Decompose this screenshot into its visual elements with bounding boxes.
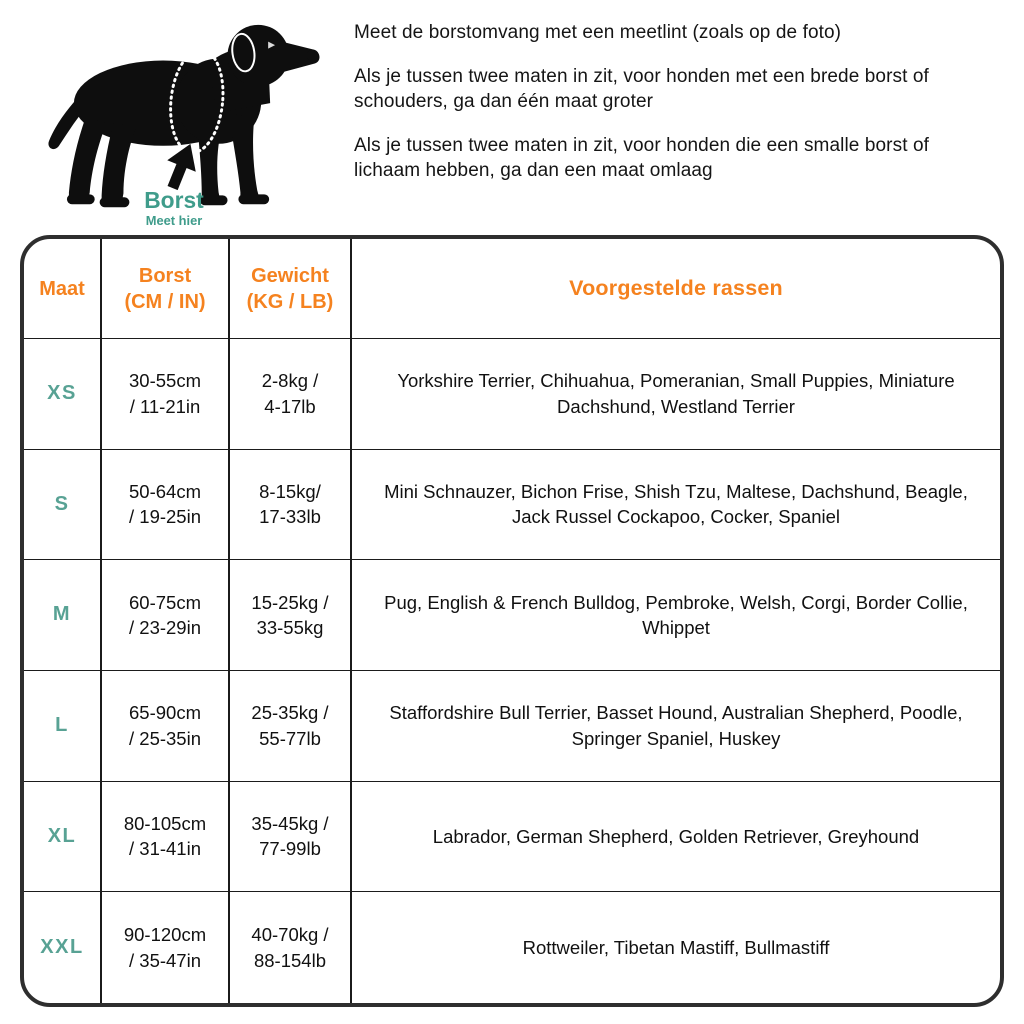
weight-xs-line1: 2-8kg / — [261, 370, 319, 392]
header-gewicht — [230, 239, 352, 339]
instructions — [348, 0, 1024, 232]
size-label-xs: XS — [24, 339, 102, 450]
header-borst-line1: Borst — [138, 264, 192, 287]
chest-xs-line2: / 11-21in — [129, 395, 201, 417]
weight-range-xs — [230, 339, 352, 450]
weight-m-line2: 33-55kg — [256, 617, 324, 639]
header-borst — [102, 239, 230, 339]
chest-s-line2: / 19-25in — [129, 506, 201, 528]
size-label-xl: XL — [24, 782, 102, 893]
top-section — [0, 0, 1024, 232]
instruction-measure: Meet de borstomvang met een meetlint (zoals op de foto) — [354, 22, 842, 43]
size-label-xxl: XXL — [24, 892, 102, 1003]
size-label-s: S — [24, 450, 102, 561]
chest-m-line1: 60-75cm — [129, 591, 201, 613]
breeds-xs: Yorkshire Terrier, Chihuahua, Pomeranian, Small Puppies, Miniature Dachshund, Westland Terrier — [352, 339, 1000, 450]
breeds-xl: Labrador, German Shepherd, Golden Retriever, Greyhound — [352, 782, 1000, 893]
breeds-l: Staffordshire Bull Terrier, Basset Hound, Australian Shepherd, Poodle, Springer Spaniel, Huskey — [352, 671, 1000, 782]
weight-range-l — [230, 671, 352, 782]
chest-range-l — [102, 671, 230, 782]
chest-range-m — [102, 560, 230, 671]
header-gewicht-line1: Gewicht — [251, 264, 329, 287]
chest-xl-line1: 80-105cm — [123, 812, 207, 834]
weight-xs-line2: 4-17lb — [264, 395, 316, 417]
weight-range-m — [230, 560, 352, 671]
chest-xl-line2: / 31-41in — [129, 838, 201, 860]
chest-range-xs — [102, 339, 230, 450]
size-label-l: L — [24, 671, 102, 782]
measure-diagram — [0, 0, 348, 232]
chest-range-s — [102, 450, 230, 561]
weight-range-xl — [230, 782, 352, 893]
breeds-m: Pug, English & French Bulldog, Pembroke, Welsh, Corgi, Border Collie, Whippet — [352, 560, 1000, 671]
weight-xl-line2: 77-99lb — [259, 838, 321, 860]
weight-l-line2: 55-77lb — [259, 727, 321, 749]
header-borst-line2: (CM / IN) — [124, 290, 206, 313]
header-rassen: Voorgestelde rassen — [352, 239, 1000, 339]
chest-range-xxl — [102, 892, 230, 1003]
chest-xs-line1: 30-55cm — [129, 370, 201, 392]
chest-m-line2: / 23-29in — [129, 617, 201, 639]
weight-xxl-line2: 88-154lb — [253, 949, 326, 971]
instruction-size-down: Als je tussen twee maten in zit, voor honden die een smalle borst of lichaam hebben, ga dan een maat omlaag — [354, 135, 929, 182]
weight-l-line1: 25-35kg / — [251, 702, 329, 724]
chest-l-line2: / 25-35in — [129, 727, 201, 749]
weight-s-line1: 8-15kg/ — [259, 480, 321, 502]
header-maat: Maat — [24, 239, 102, 339]
dog-silhouette-icon — [14, 6, 332, 232]
chest-xxl-line1: 90-120cm — [123, 924, 207, 946]
breeds-s: Mini Schnauzer, Bichon Frise, Shish Tzu, Maltese, Dachshund, Beagle, Jack Russel Cockapoo, Cocker, Spaniel — [352, 450, 1000, 561]
chest-s-line1: 50-64cm — [129, 480, 201, 502]
chest-range-xl — [102, 782, 230, 893]
chest-l-line1: 65-90cm — [129, 702, 201, 724]
weight-s-line2: 17-33lb — [259, 506, 321, 528]
weight-range-s — [230, 450, 352, 561]
breeds-xxl: Rottweiler, Tibetan Mastiff, Bullmastiff — [522, 936, 830, 958]
size-table-grid — [24, 239, 1000, 1003]
weight-m-line1: 15-25kg / — [251, 591, 329, 613]
size-label-m: M — [24, 560, 102, 671]
chest-label: Borst — [144, 187, 204, 214]
weight-xxl-line1: 40-70kg / — [251, 924, 329, 946]
chest-xxl-line2: / 35-47in — [129, 949, 201, 971]
header-gewicht-line2: (KG / LB) — [246, 290, 334, 313]
instruction-size-up: Als je tussen twee maten in zit, voor honden met een brede borst of schouders, ga dan één maat groter — [354, 66, 929, 113]
weight-range-xxl — [230, 892, 352, 1003]
measure-here-label: Meet hier — [145, 213, 203, 229]
size-table — [20, 235, 1004, 1007]
weight-xl-line1: 35-45kg / — [251, 812, 329, 834]
